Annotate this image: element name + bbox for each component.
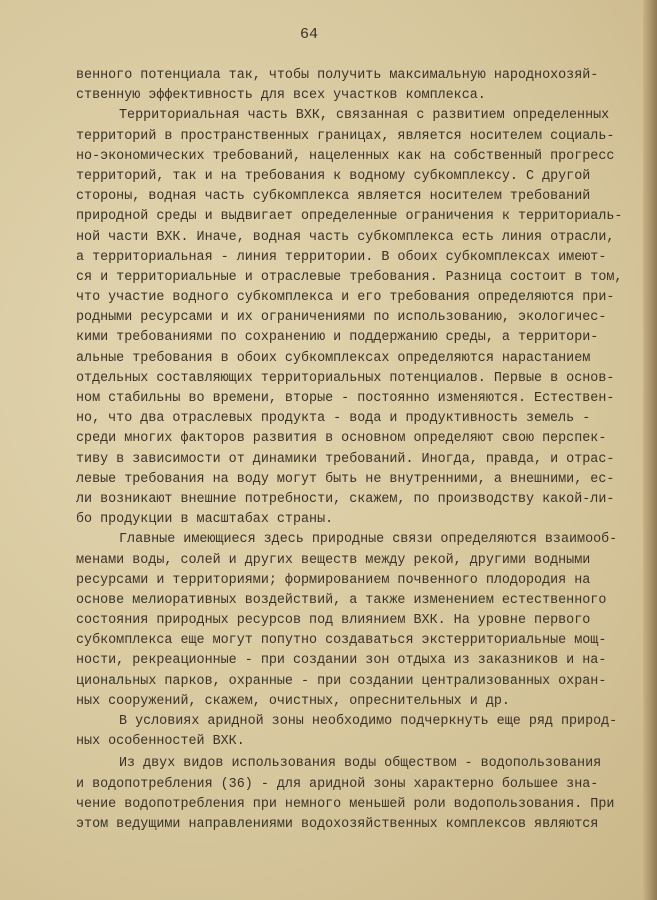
text-line: территорий в пространственных границах, является носителем социаль- [76,128,615,144]
text-line: ной части ВХК. Иначе, водная часть субкомплекса есть линия отрасли, [76,229,615,245]
text-line: ности, рекреационные - при создании зон отдыха из заказников и на- [76,653,607,669]
text-line: но-экономических требований, нацеленных как на собственный прогресс [76,148,615,164]
text-line: ных особенностей ВХК. [76,734,245,750]
paragraph-start-line: Главные имеющиеся здесь природные связи определяются взаимооб- [119,532,618,548]
text-line: отдельных составляющих территориальных потенциалов. Первые в основ- [76,370,615,386]
text-line: циональных парков, охранные - при создании централизованных охран- [76,673,607,689]
text-line: но, что два отраслевых продукта - вода и продуктивность земель - [76,411,591,427]
text-line: природной среды и выдвигает определенные ограничения к территориаль- [76,209,623,225]
text-line: бо продукции в масштабах страны. [76,512,334,528]
text-line: и водопотребления (36) - для аридной зоны характерно большее зна- [76,776,599,792]
text-line: венного потенциала так, чтобы получить максимальную народнохозяй- [76,68,599,83]
text-line: а территориальная - линия территории. В обоих субкомплексах имеют- [76,249,607,265]
text-line: ственную эффективность для всех участков комплекса. [76,88,486,104]
text-line: ли возникают внешние потребности, скажем, по производству какой-ли- [76,491,615,507]
text-line: менами воды, солей и других веществ между рекой, другими водными [76,552,591,568]
text-line: состояния природных ресурсов под влиянием ВХК. На уровне первого [76,613,591,629]
text-line: основе мелиоративных воздействий, а также изменением естественного [76,592,607,608]
text-line: что участие водного субкомплекса и его требования определяются при- [76,290,615,306]
text-line: альные требования в обоих субкомплексах определяются нарастанием [76,350,591,366]
text-line: ся и территориальные и отраслевые требования. Разница состоит в том, [76,269,623,285]
page-edge-shadow [643,0,657,900]
text-line: стороны, водная часть субкомплекса является носителем требований [76,189,591,205]
text-line: тиву в зависимости от динамики требований. Иногда, правда, и отрас- [76,451,615,467]
page-number: 64 [300,26,319,43]
text-line: левые требования на воду могут быть не внутренними, а внешними, ес- [76,471,615,487]
text-line: этом ведущими направлениями водохозяйственных комплексов являются [76,816,599,832]
text-line: территорий, так и на требования к водному субкомплексу. С другой [76,168,591,184]
text-line: ресурсами и территориями; формированием почвенного плодородия на [76,572,591,588]
paragraph-start-line: Из двух видов использования воды обществом - водопользования [119,756,602,772]
text-line: кими требованиями по сохранению и поддержанию среды, а территори- [76,330,599,346]
text-line: родными ресурсами и их ограничениями по использованию, экологичес- [76,310,607,326]
text-line: чение водопотребления при немного меньшей роли водопользования. При [76,796,615,812]
paragraph-start-line: В условиях аридной зоны необходимо подчеркнуть еще ряд природ- [119,714,618,729]
text-line: ных сооружений, скажем, очистных, опреснительных и др. [76,693,510,709]
text-line: ном стабильны во времени, вторые - постоянно изменяются. Естествен- [76,391,615,406]
text-line: субкомплекса еще могут попутно создаваться экстерриториальные мощ- [76,633,607,649]
document-body [76,66,636,835]
text-line: среди многих факторов развития в основном определяют свою перспек- [76,431,607,447]
paragraph-start-line: Территориальная часть ВХК, связанная с развитием определенных [119,108,610,124]
